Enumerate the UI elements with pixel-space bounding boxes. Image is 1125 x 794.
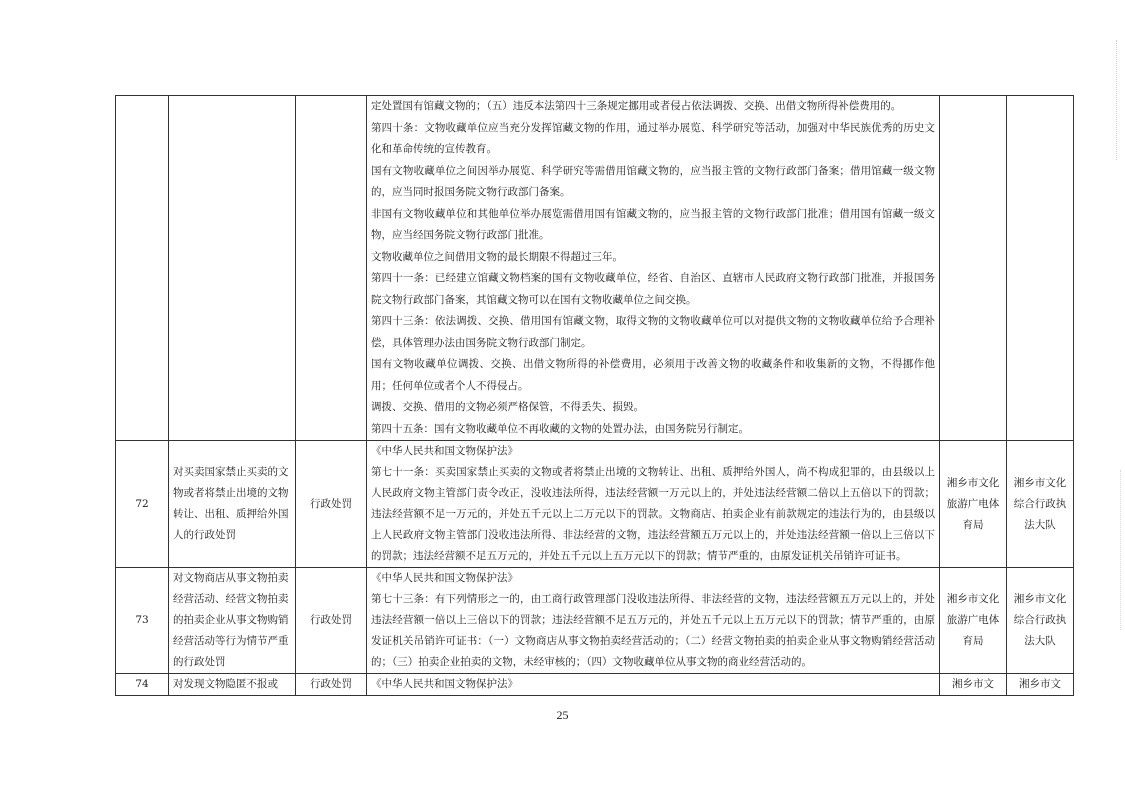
table-row <box>116 568 1074 674</box>
basis-paragraph: 《中华人民共和国文物保护法》 <box>371 445 518 457</box>
responsible-department: 湘乡市文化旅游广电体育局 <box>940 568 1007 674</box>
legal-basis <box>367 441 940 568</box>
basis-paragraph: 第四十一条：已经建立馆藏文物档案的国有文物收藏单位，经省、自治区、直辖市人民政府文物行政部门批准，并报国务院文物行政部门备案，其馆藏文物可以在国有文物收藏单位之间交换。 <box>371 272 935 306</box>
basis-paragraph: 第四十条：文物收藏单位应当充分发挥馆藏文物的作用，通过举办展览、科学研究等活动，加强对中华民族优秀的历史文化和革命传统的宣传教育。 <box>371 121 935 155</box>
basis-paragraph: 定处置国有馆藏文物的；（五）违反本法第四十三条规定挪用或者侵占依法调拨、交换、出借文物所得补偿费用的。 <box>371 100 902 112</box>
item-name <box>169 96 296 441</box>
basis-paragraph: 第四十三条：依法调拨、交换、借用国有馆藏文物，取得文物的文物收藏单位可以对提供文物的文物收藏单位给予合理补偿，具体管理办法由国务院文物行政部门制定。 <box>371 315 935 349</box>
table-row <box>116 96 1074 441</box>
table-row <box>116 674 1074 696</box>
basis-paragraph: 《中华人民共和国文物保护法》 <box>371 572 518 584</box>
basis-paragraph: 调拨、交换、借用的文物必须严格保管，不得丢失、损毁。 <box>371 401 644 413</box>
item-name: 对发现文物隐匿不报或 <box>169 674 296 696</box>
item-name: 对文物商店从事文物拍卖经营活动、经营文物拍卖的拍卖企业从事文物购销经营活动等行为情节严重的行政处罚 <box>169 568 296 674</box>
row-number: 73 <box>116 568 169 674</box>
item-type <box>296 96 367 441</box>
basis-paragraph: 第七十三条：有下列情形之一的，由工商行政管理部门没收违法所得、非法经营的文物，违法经营额五万元以上的，并处违法经营额一倍以上三倍以下的罚款；违法经营额不足五万元的，并处五千元以上五万元以下的罚款；情节严重的，由原发证机关吊销许可证书：（一）文物商店从事文物拍卖经营活动的；（二）经营文物拍卖的拍卖企业从事文物购销经营活动的；（三）拍卖企业拍卖的文物，未经审核的；（四）文物收藏单位从事文物的商业经营活动的。 <box>371 593 935 668</box>
legal-basis <box>367 674 940 696</box>
page-number: 25 <box>556 708 569 722</box>
row-number: 74 <box>116 674 169 696</box>
enforcement-unit: 湘乡市文化综合行政执法大队 <box>1007 441 1074 568</box>
item-type: 行政处罚 <box>296 441 367 568</box>
basis-paragraph: 第七十一条：买卖国家禁止买卖的文物或者将禁止出境的文物转让、出租、质押给外国人，尚不构成犯罪的，由县级以上人民政府文物主管部门责令改正，没收违法所得，违法经营额一万元以上的，并处违法经营额二倍以上五倍以下的罚款；违法经营额不足一万元的，并处五千元以上二万元以下的罚款。文物商店、拍卖企业有前款规定的违法行为的，由县级以上人民政府文物主管部门没收违法所得、非法经营的文物，违法经营额五万元以上的，并处违法经营额一倍以上三倍以下的罚款；违法经营额不足五万元的，并处五千元以上五万元以下的罚款；情节严重的，由原发证机关吊销许可证书。 <box>371 466 935 562</box>
penalty-table <box>115 95 1074 696</box>
enforcement-unit: 湘乡市文 <box>1007 674 1074 696</box>
item-type: 行政处罚 <box>296 568 367 674</box>
table-row <box>116 441 1074 568</box>
item-type: 行政处罚 <box>296 674 367 696</box>
responsible-department <box>940 96 1007 441</box>
item-name: 对买卖国家禁止买卖的文物或者将禁止出境的文物转让、出租、质押给外国人的行政处罚 <box>169 441 296 568</box>
row-number <box>116 96 169 441</box>
basis-paragraph: 第四十五条：国有文物收藏单位不再收藏的文物的处置办法，由国务院另行制定。 <box>371 422 749 435</box>
legal-basis <box>367 96 940 441</box>
enforcement-unit: 湘乡市文化综合行政执法大队 <box>1007 568 1074 674</box>
scan-edge-mark <box>1119 470 1121 630</box>
enforcement-unit <box>1007 96 1074 441</box>
row-number: 72 <box>116 441 169 568</box>
responsible-department: 湘乡市文化旅游广电体育局 <box>940 441 1007 568</box>
responsible-department: 湘乡市文 <box>940 674 1007 696</box>
basis-paragraph: 文物收藏单位之间借用文物的最长期限不得超过三年。 <box>371 250 623 263</box>
basis-paragraph: 国有文物收藏单位之间因举办展览、科学研究等需借用馆藏文物的，应当报主管的文物行政部门备案；借用馆藏一级文物的，应当同时报国务院文物行政部门备案。 <box>371 164 935 198</box>
basis-paragraph: 非国有文物收藏单位和其他单位举办展览需借用国有馆藏文物的，应当报主管的文物行政部门批准；借用国有馆藏一级文物，应当经国务院文物行政部门批准。 <box>371 207 935 241</box>
basis-paragraph: 《中华人民共和国文物保护法》 <box>371 678 518 690</box>
basis-paragraph: 国有文物收藏单位调拨、交换、出借文物所得的补偿费用，必须用于改善文物的收藏条件和收集新的文物，不得挪作他用；任何单位或者个人不得侵占。 <box>371 358 935 392</box>
legal-basis <box>367 568 940 674</box>
scan-edge-mark <box>1115 40 1117 160</box>
